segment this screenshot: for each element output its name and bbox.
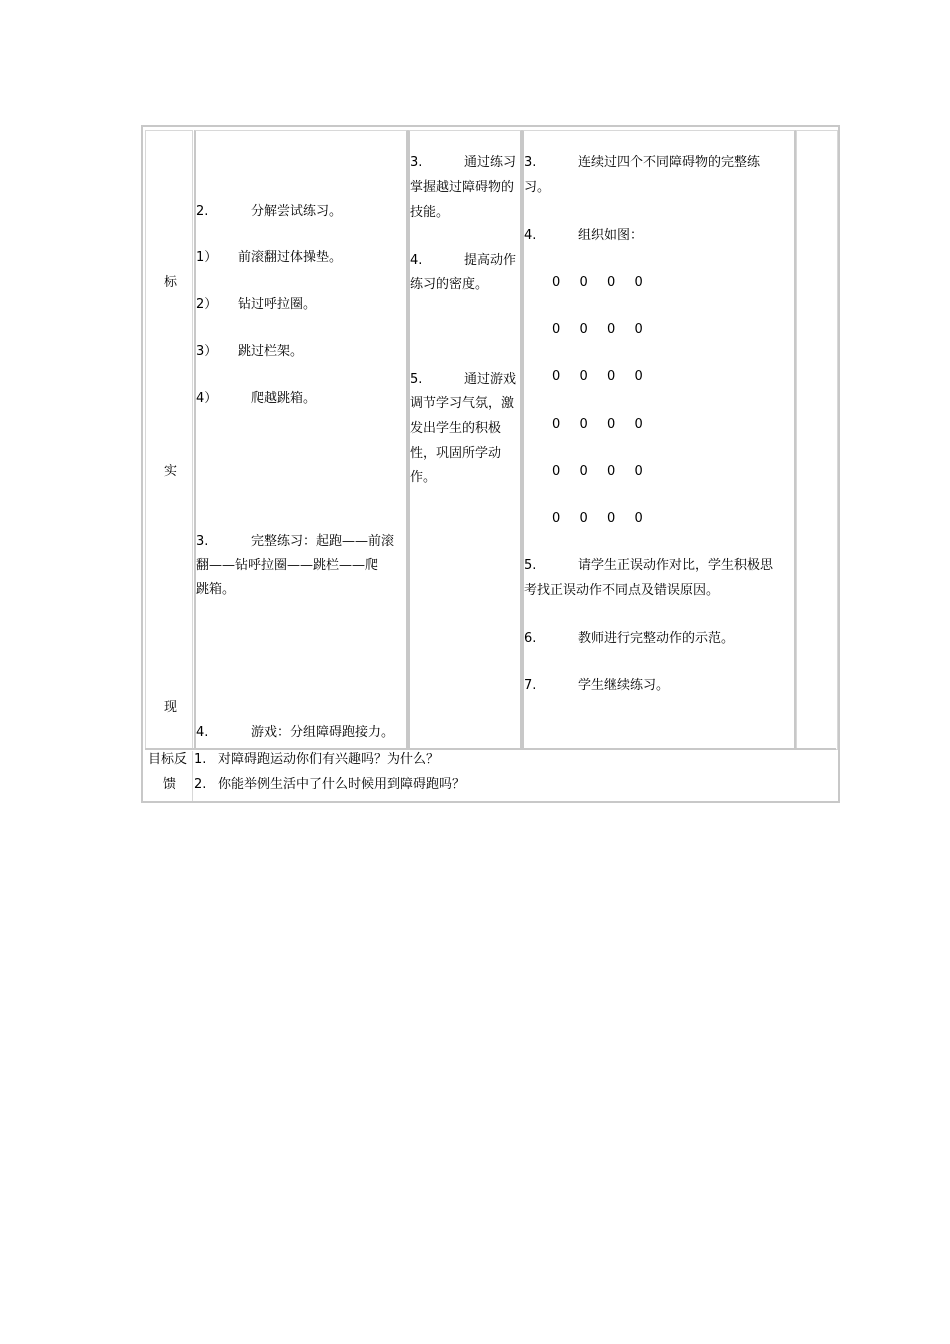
formation-marker: 0	[607, 463, 616, 479]
formation-marker: 0	[579, 369, 588, 385]
formation-marker: 0	[552, 369, 561, 385]
item-text: 通过游戏	[464, 372, 517, 387]
lesson-plan-table	[141, 125, 840, 803]
formation-marker: 0	[579, 275, 588, 290]
formation-marker: 0	[579, 416, 588, 432]
formation-marker: 0	[634, 322, 643, 338]
item-text: 练习的密度。	[410, 277, 489, 292]
purpose-column	[408, 130, 522, 750]
content-column	[194, 130, 408, 750]
question-number: 2.	[194, 777, 207, 792]
item-text: 教师进行完整动作的示范。	[578, 631, 735, 646]
item-text: 组织如图：	[578, 228, 644, 243]
formation-marker: 0	[607, 275, 616, 290]
formation-marker: 0	[634, 369, 643, 385]
side-label-column	[145, 130, 193, 750]
item-text: 习。	[524, 180, 551, 195]
item-text: 发出学生的积极	[410, 421, 502, 436]
item-number: 3.	[410, 155, 423, 170]
sub-item-number: 1）	[196, 250, 218, 265]
item-text: 分解尝试练习。	[251, 204, 343, 219]
formation-marker: 0	[607, 511, 616, 526]
item-text: 提高动作	[464, 253, 517, 268]
item-number: 3.	[524, 155, 537, 170]
item-number: 5.	[524, 558, 537, 573]
item-number: 2.	[196, 204, 209, 219]
question-text: 你能举例生活中了什么时候用到障碍跑吗？	[218, 777, 466, 792]
formation-marker: 0	[552, 275, 561, 290]
item-number: 3.	[196, 534, 209, 549]
sub-item-text: 爬越跳箱。	[251, 391, 317, 406]
item-number: 4.	[196, 725, 209, 740]
item-number: 4.	[410, 253, 423, 268]
formation-marker: 0	[634, 463, 643, 479]
item-text: 跳箱。	[196, 582, 236, 597]
method-column	[522, 130, 796, 750]
question-text: 对障碍跑运动你们有兴趣吗？为什么？	[218, 752, 440, 767]
item-text: 学生继续练习。	[578, 678, 670, 693]
sub-item-text: 钻过呼拉圈。	[238, 297, 317, 312]
formation-marker: 0	[552, 463, 561, 479]
item-text: 翻——钻呼拉圈——跳栏——爬	[196, 558, 379, 573]
formation-marker: 0	[607, 369, 616, 385]
row-divider	[145, 748, 836, 750]
question-number: 1.	[194, 752, 207, 767]
item-text: 请学生正误动作对比，学生积极思	[578, 558, 774, 573]
formation-marker: 0	[634, 275, 643, 290]
formation-marker: 0	[552, 322, 561, 338]
sub-item-number: 4）	[196, 391, 218, 406]
sub-item-number: 3）	[196, 344, 218, 359]
notes-column	[796, 130, 838, 750]
item-text: 调节学习气氛，激	[410, 396, 515, 411]
formation-marker: 0	[634, 416, 643, 432]
formation-marker: 0	[579, 463, 588, 479]
item-text: 完整练习：起跑——前滚	[251, 534, 395, 549]
formation-marker: 0	[607, 416, 616, 432]
item-text: 性，巩固所学动	[410, 446, 502, 461]
formation-marker: 0	[552, 416, 561, 432]
item-text: 连续过四个不同障碍物的完整练	[578, 155, 761, 170]
feedback-label-cell	[145, 751, 193, 801]
formation-marker: 0	[607, 322, 616, 338]
feedback-row	[145, 751, 836, 801]
item-text: 考找正误动作不同点及错误原因。	[524, 583, 720, 598]
item-text: 技能。	[410, 205, 450, 220]
side-label-char: 实	[164, 464, 178, 479]
feedback-content-cell	[194, 751, 836, 801]
item-number: 6.	[524, 631, 537, 646]
feedback-label: 目标反	[148, 752, 188, 767]
item-text: 游戏：分组障碍跑接力。	[251, 725, 395, 740]
item-number: 7.	[524, 678, 537, 693]
formation-marker: 0	[579, 322, 588, 338]
item-text: 通过练习	[464, 155, 517, 170]
item-number: 4.	[524, 228, 537, 243]
item-text: 掌握越过障碍物的	[410, 180, 515, 195]
sub-item-text: 跳过栏架。	[238, 344, 304, 359]
side-label-char: 标	[164, 275, 178, 290]
feedback-label: 馈	[163, 777, 177, 792]
item-text: 作。	[410, 470, 437, 485]
formation-marker: 0	[634, 511, 643, 526]
sub-item-number: 2）	[196, 297, 218, 312]
sub-item-text: 前滚翻过体操垫。	[238, 250, 343, 265]
item-number: 5.	[410, 372, 423, 387]
formation-marker: 0	[552, 511, 561, 526]
side-label-char: 现	[164, 700, 178, 715]
formation-marker: 0	[579, 511, 588, 526]
